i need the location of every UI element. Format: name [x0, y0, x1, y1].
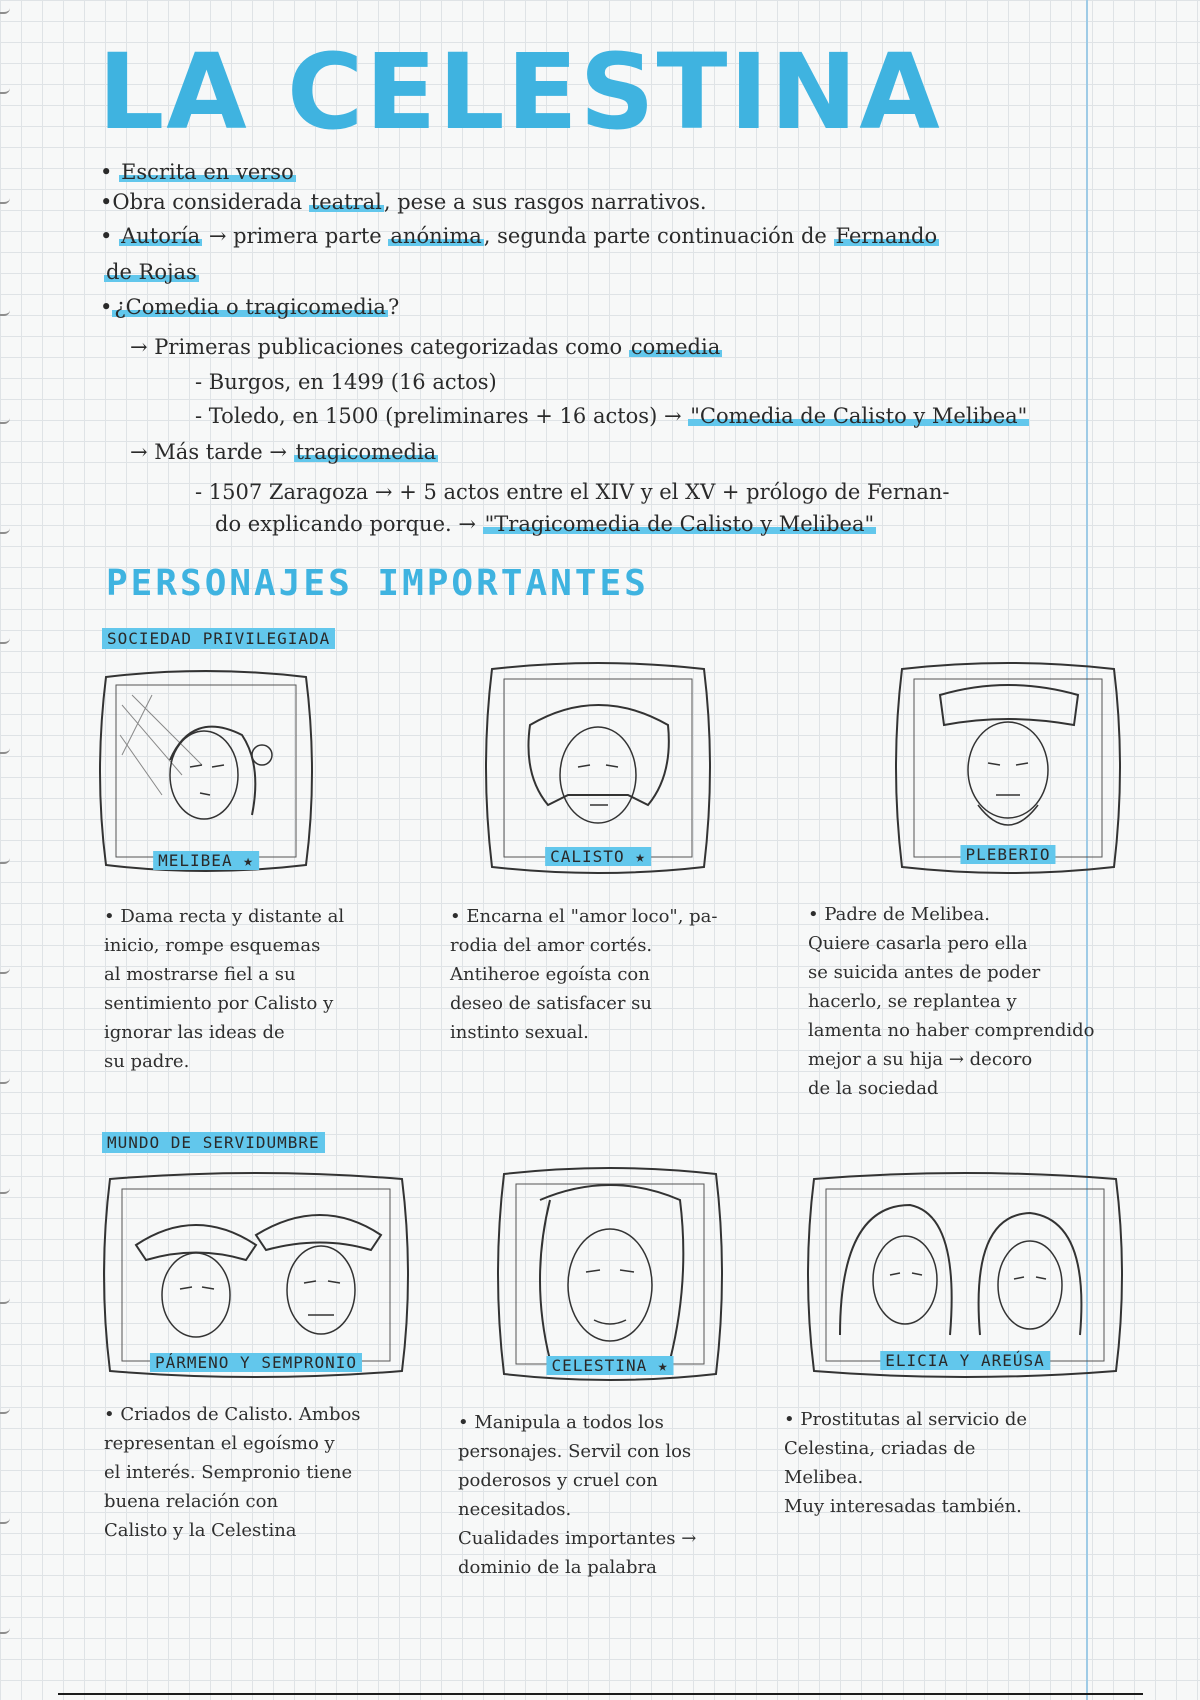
- group-label-servants: MUNDO DE SERVIDUMBRE: [102, 1132, 325, 1153]
- note-line-1: • Escrita en verso: [100, 160, 294, 184]
- note-line-5: •¿Comedia o tragicomedia?: [100, 295, 400, 319]
- character-name: CALISTO ★: [545, 847, 651, 866]
- character-name: ELICIA Y AREÚSA: [880, 1351, 1050, 1370]
- note-line-8: - Toledo, en 1500 (preliminares + 16 actos) → "Comedia de Calisto y Melibea": [195, 404, 1028, 428]
- character-name: PLEBERIO: [960, 845, 1055, 864]
- page-title: LA CELESTINA: [98, 31, 942, 153]
- character-desc-parmeno-sempronio: • Criados de Calisto. Ambos representan el egoísmo y el interés. Sempronio tiene buena relación con Calisto y la Celestina: [104, 1404, 361, 1541]
- section-heading: PERSONAJES IMPORTANTES: [106, 563, 649, 604]
- character-desc-melibea: • Dama recta y distante al inicio, rompe esquemas al mostrarse fiel a su sentimiento por Calisto y ignorar las ideas de su padre.: [104, 906, 345, 1072]
- character-desc-calisto: • Encarna el "amor loco", pa- rodia del amor cortés. Antiheroe egoísta con deseo de satisfacer su instinto sexual.: [450, 906, 718, 1043]
- note-line-3: • Autoría → primera parte anónima, segunda parte continuación de Fernando: [100, 224, 938, 248]
- note-line-2: •Obra considerada teatral, pese a sus rasgos narrativos.: [100, 190, 707, 214]
- character-card-melibea: [92, 665, 320, 885]
- note-line-9: → Más tarde → tragicomedia: [130, 440, 437, 464]
- character-name: CELESTINA ★: [547, 1356, 674, 1375]
- note-line-11: do explicando porque. → "Tragicomedia de Calisto y Melibea": [215, 512, 875, 536]
- character-card-celestina: [490, 1160, 730, 1392]
- character-name: MELIBEA ★: [153, 851, 259, 870]
- character-desc-celestina: • Manipula a todos los personajes. Servil con los poderosos y cruel con necesitados. Cualidades importantes → dominio de la palabra: [458, 1412, 697, 1578]
- group-label-privileged: SOCIEDAD PRIVILEGIADA: [102, 628, 335, 649]
- character-card-calisto: [478, 655, 718, 885]
- character-name: PÁRMENO Y SEMPRONIO: [150, 1353, 362, 1372]
- character-card-pleberio: [888, 655, 1128, 885]
- character-desc-elicia-areusa: • Prostitutas al servicio de Celestina, criadas de Melibea. Muy interesadas también.: [784, 1409, 1028, 1517]
- binder-holes: [0, 0, 14, 1700]
- character-desc-pleberio: • Padre de Melibea. Quiere casarla pero ella se suicida antes de poder hacerlo, se replantea y lamenta no haber comprendido mejor a su hija → decoro de la sociedad: [808, 904, 1095, 1099]
- character-card-elicia-areusa: [800, 1165, 1130, 1390]
- note-line-10: - 1507 Zaragoza → + 5 actos entre el XIV y el XV + prólogo de Fernan-: [195, 480, 950, 504]
- note-line-4: de Rojas: [106, 260, 197, 284]
- page-bottom-rule: [58, 1693, 1143, 1695]
- note-line-7: - Burgos, en 1499 (16 actos): [195, 370, 497, 394]
- character-card-parmeno-sempronio: [96, 1165, 416, 1390]
- note-line-6: → Primeras publicaciones categorizadas como comedia: [130, 335, 721, 359]
